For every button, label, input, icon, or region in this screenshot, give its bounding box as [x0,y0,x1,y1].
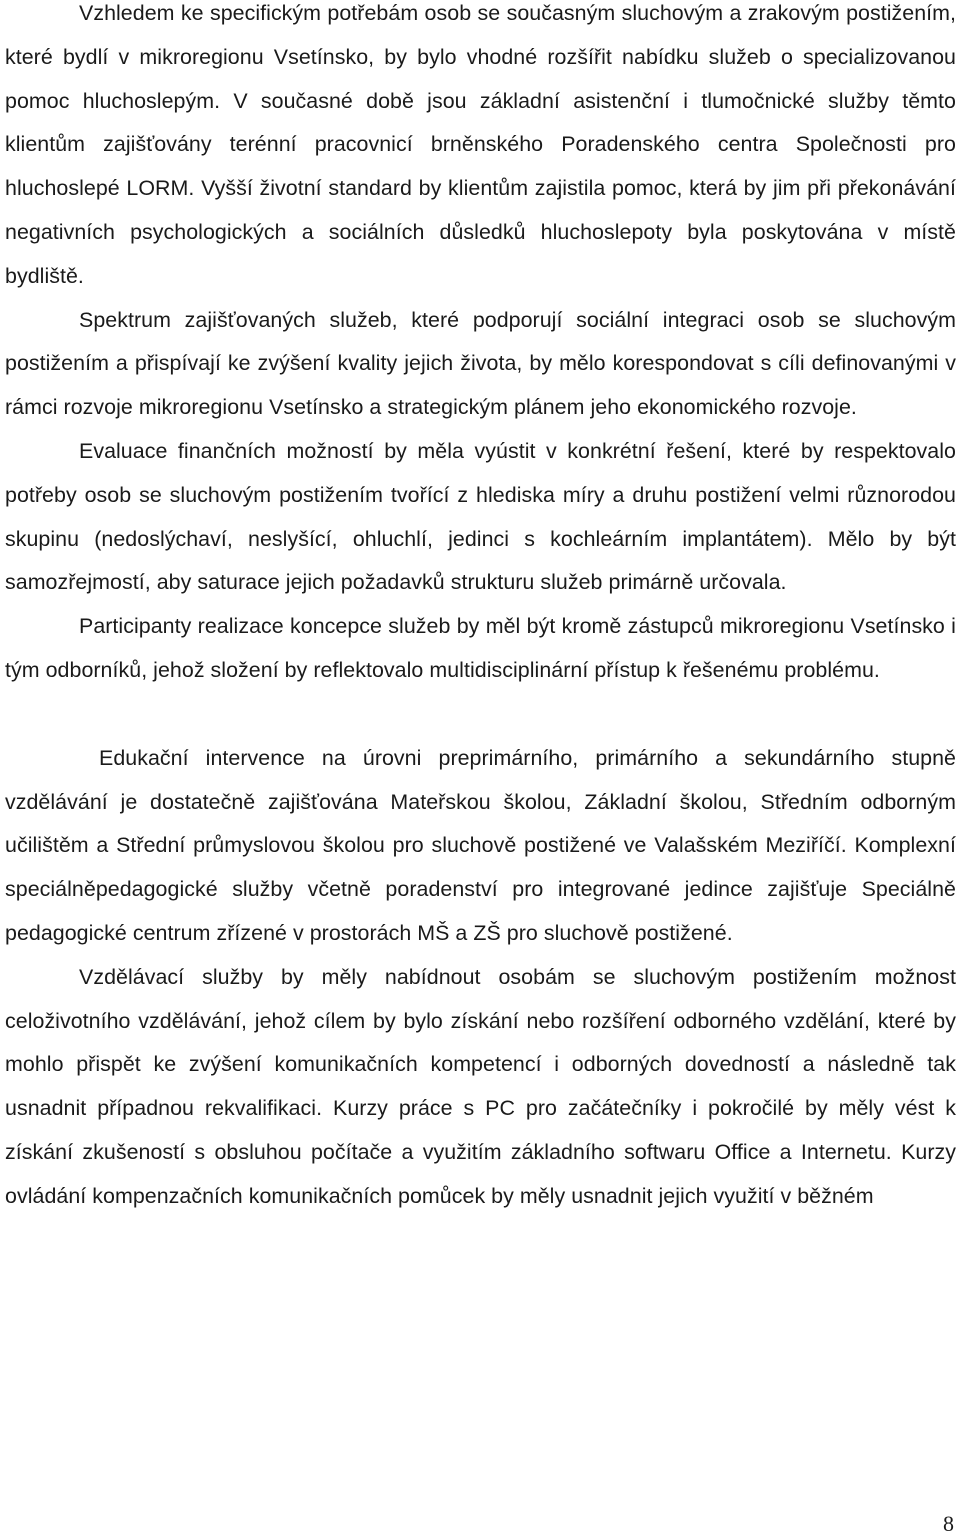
paragraph-educational-services: Vzdělávací služby by měly nabídnout osobám se sluchovým postižením možnost celoživotního vzdělávání, jehož cílem by bylo získání nebo rozšíření odborného vzdělání, které by mohlo přispět ke zvýšení komunikačních kompetencí i odborných dovedností a následně tak usnadnit případnou rekvalifikaci. Kurzy práce s PC pro začátečníky i pokročilé by měly vést k získání zkušeností s obsluhou počítače a využitím základního softwaru Office a Internetu. Kurzy ovládání kompenzačních komunikačních pomůcek by měly usnadnit jejich využití v běžném [5,964,956,1208]
paragraph-service-spectrum: Spektrum zajišťovaných služeb, které podporují sociální integraci osob se sluchovým postižením a přispívají ke zvýšení kvality jejich života, by mělo korespondovat s cíli definovanými v rámci rozvoje mikroregionu Vsetínsko a strategickým plánem jeho ekonomického rozvoje. [5,307,956,420]
paragraph-participants: Participanty realizace koncepce služeb by měl být kromě zástupců mikroregionu Vsetínsko i tým odborníků, jehož složení by reflektovalo multidisciplinární přístup k řešenému problému. [5,614,956,682]
paragraph-gap [5,693,956,737]
paragraph-educational-intervention: Edukační intervence na úrovni preprimárního, primárního a sekundárního stupně vzdělávání je dostatečně zajišťována Mateřskou školou, Základní školou, Středním odborným učilištěm a Střední průmyslovou školou pro sluchově postižené ve Valašském Meziříčí. Komplexní speciálněpedagogické služby včetně poradenství pro integrované jedince zajišťuje Speciálně pedagogické centrum zřízené v prostorách MŠ a ZŠ pro sluchově postižené. [5,745,956,945]
paragraph-deafblind-services: Vzhledem ke specifickým potřebám osob se současným sluchovým a zrakovým postižením, které bydlí v mikroregionu Vsetínsko, by bylo vhodné rozšířit nabídku služeb o specializovanou pomoc hluchoslepým. V současné době jsou základní asistenční i tlumočnické služby těmto klientům zajišťovány terénní pracovnicí brněnského Poradenského centra Společnosti pro hluchoslepé LORM. Vyšší životní standard by klientům zajistila pomoc, která by jim při překonávání negativních psychologických a sociálních důsledků hluchoslepoty byla poskytována v místě bydliště. [5,1,956,288]
paragraph-financial-evaluation: Evaluace finančních možností by měla vyústit v konkrétní řešení, které by respektovalo potřeby osob se sluchovým postižením tvořící z hlediska míry a druhu postižení velmi různorodou skupinu (nedoslýchaví, neslyšící, ohluchlí, jedinci s kochleárním implantátem). Mělo by být samozřejmostí, aby saturace jejich požadavků strukturu služeb primárně určovala. [5,438,956,595]
document-page [5,0,956,1219]
page-number: 8 [943,1511,954,1536]
